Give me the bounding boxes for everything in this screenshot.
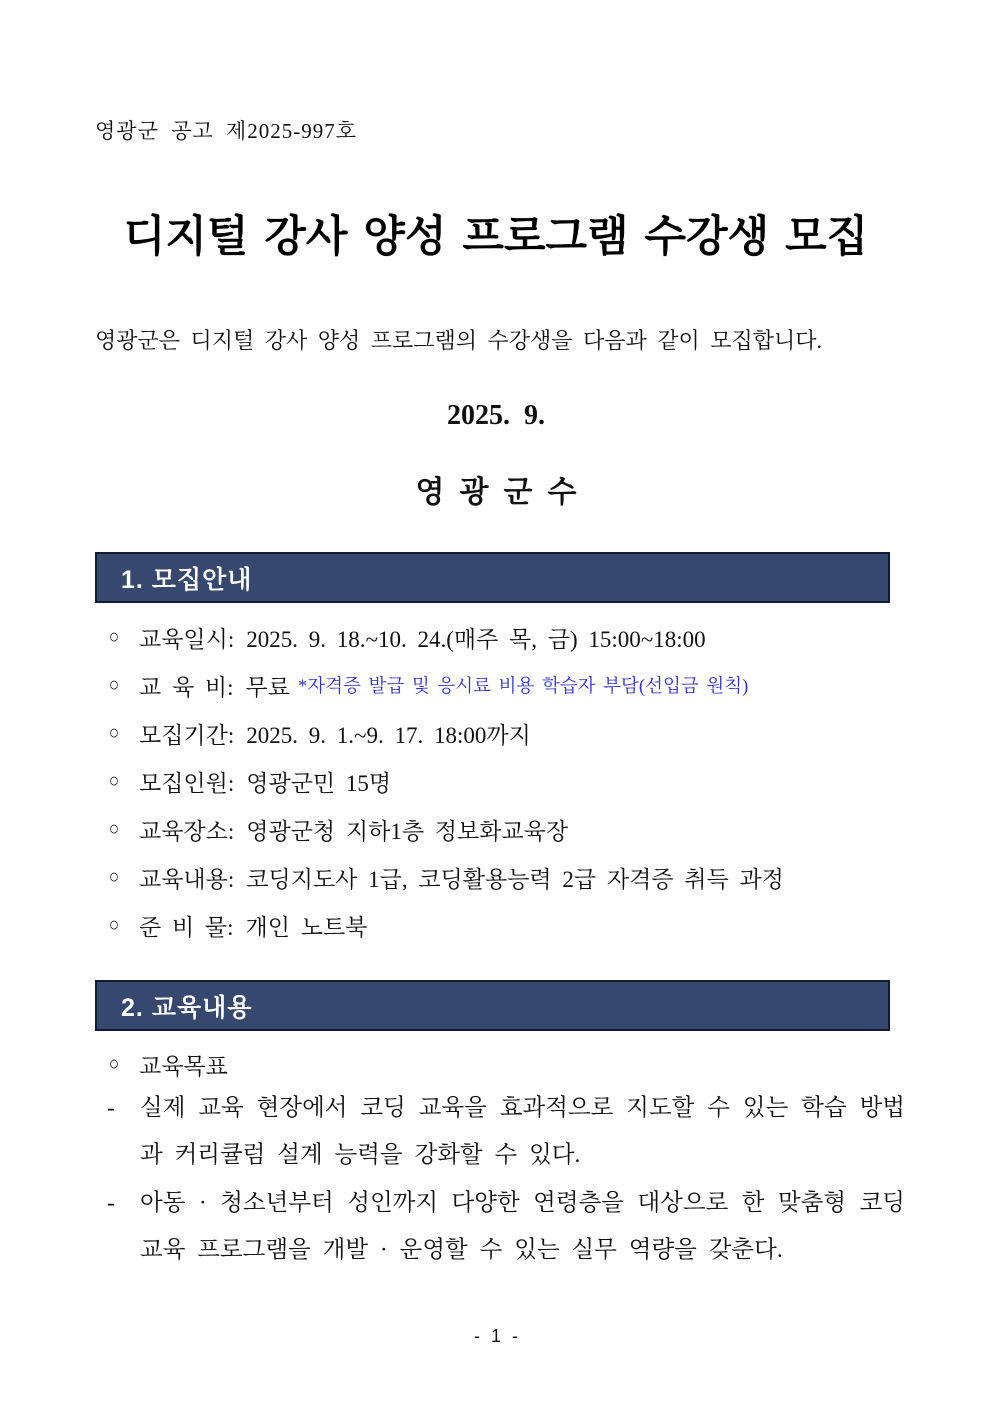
section-2-heading-label: 2. 교육내용	[121, 993, 253, 1022]
circle-bullet-icon: ○	[108, 673, 120, 696]
page-number: - 1 -	[473, 1326, 518, 1346]
list-item-content	[95, 853, 905, 901]
list-item-supplies	[95, 901, 905, 949]
item-value: 2025. 9. 1.~9. 17. 18:00까지	[246, 722, 531, 748]
recruitment-info-list	[95, 613, 905, 949]
item-label: 교육내용:	[139, 866, 235, 892]
circle-bullet-icon: ○	[108, 817, 120, 840]
dash-bullet-icon: -	[107, 1095, 115, 1121]
circle-bullet-icon: ○	[108, 721, 120, 744]
item-value: 2025. 9. 18.~10. 24.(매주 목, 금) 15:00~18:00	[246, 626, 706, 652]
item-label: 준 비 물:	[139, 914, 234, 940]
fee-note: *자격증 발급 및 응시료 비용 학습자 부담(선입금 원칙)	[297, 677, 749, 697]
page-title: 디지털 강사 양성 프로그램 수강생 모집	[123, 213, 869, 261]
list-item-period	[95, 709, 905, 757]
list-item-schedule	[95, 613, 905, 661]
item-value: 영광군민 15명	[246, 770, 392, 796]
item-value: 영광군청 지하1층 정보화교육장	[246, 818, 569, 844]
paragraph-text: 아동 · 청소년부터 성인까지 다양한 연령층을 대상으로 한 맞춤형 코딩 교육 프로그램을 개발 · 운영할 수 있는 실무 역량을 갖춘다.	[140, 1190, 905, 1263]
list-item-fee	[95, 661, 905, 709]
item-value: 개인 노트북	[245, 914, 368, 940]
item-label: 교육장소:	[139, 818, 235, 844]
section-1-header	[95, 552, 890, 603]
circle-bullet-icon: ○	[108, 769, 120, 792]
dash-bullet-icon: -	[107, 1190, 115, 1216]
circle-bullet-icon: ○	[108, 1052, 120, 1075]
section-2-header	[95, 980, 890, 1031]
goal-label: 교육목표	[139, 1053, 228, 1079]
education-goal-row	[95, 1042, 905, 1086]
goal-paragraph-2	[107, 1180, 905, 1274]
item-label: 교육일시:	[139, 626, 235, 652]
issuer-signature: 영 광 군 수	[415, 476, 577, 509]
item-value: 코딩지도사 1급, 코딩활용능력 2급 자격증 취득 과정	[246, 866, 784, 892]
list-item-location	[95, 805, 905, 853]
intro-text: 영광군은 디지털 강사 양성 프로그램의 수강생을 다음과 같이 모집합니다.	[95, 328, 823, 353]
paragraph-text: 실제 교육 현장에서 코딩 교육을 효과적으로 지도할 수 있는 학습 방법과 커리큘럼 설계 능력을 강화할 수 있다.	[140, 1095, 905, 1168]
circle-bullet-icon: ○	[108, 865, 120, 888]
list-item-capacity	[95, 757, 905, 805]
section-1-heading-label: 1. 모집안내	[121, 565, 253, 594]
issue-date: 2025. 9.	[447, 400, 545, 431]
item-value: 무료	[245, 674, 290, 700]
circle-bullet-icon: ○	[108, 913, 120, 936]
goal-paragraph-1	[107, 1085, 905, 1179]
circle-bullet-icon: ○	[108, 625, 120, 648]
notice-number: 영광군 공고 제2025-997호	[95, 119, 357, 143]
item-label: 모집기간:	[139, 722, 235, 748]
item-label: 모집인원:	[139, 770, 235, 796]
item-label: 교 육 비:	[139, 674, 234, 700]
